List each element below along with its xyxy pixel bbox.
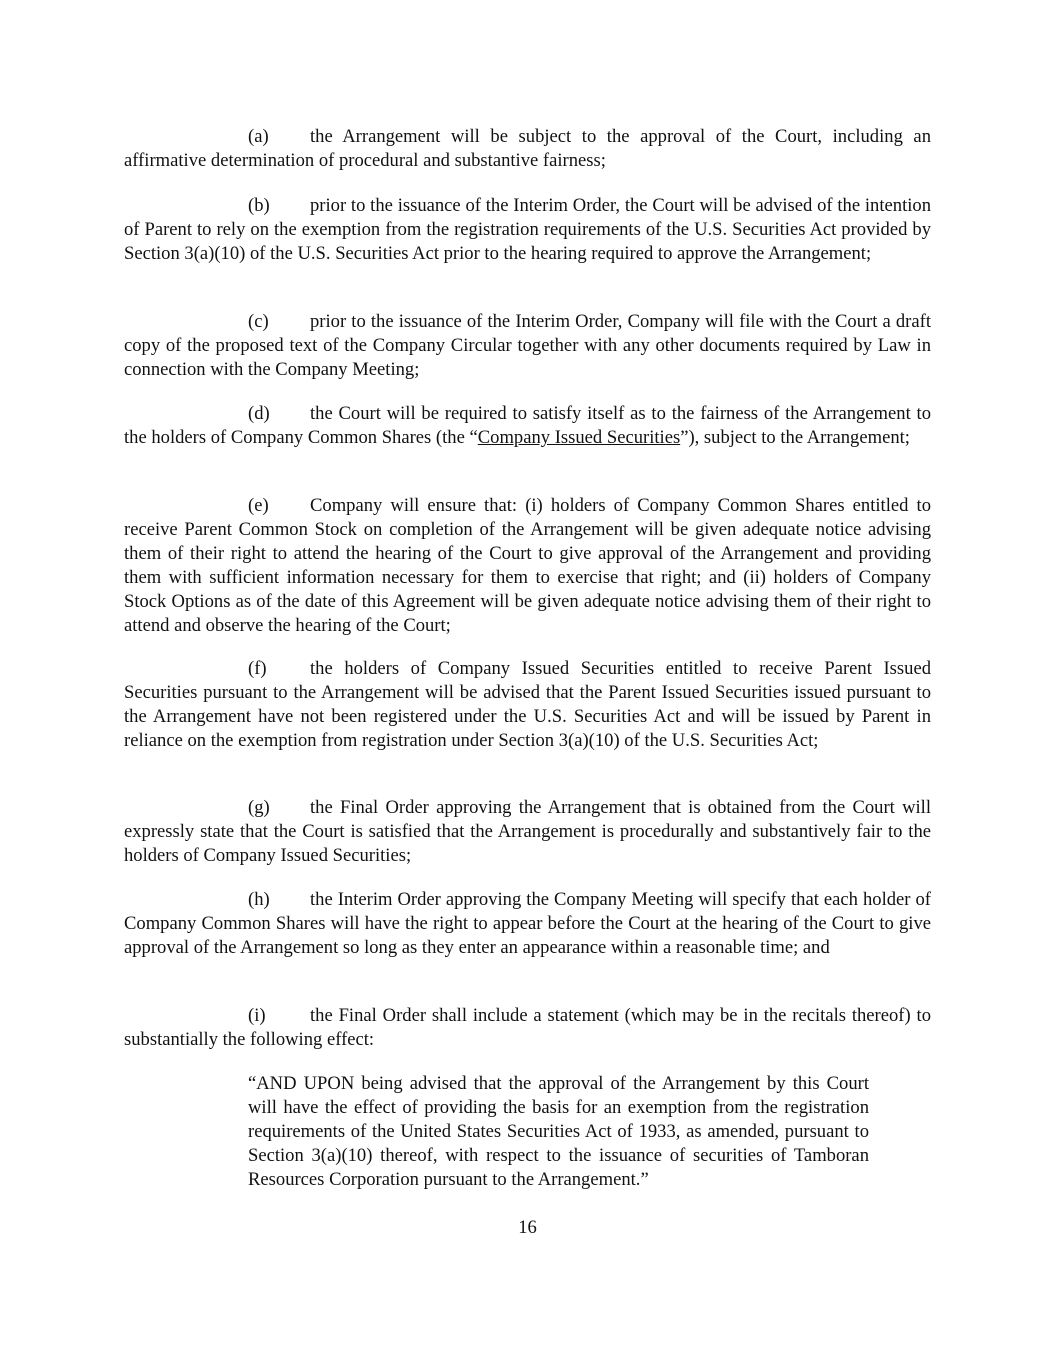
clause-text: the Interim Order approving the Company Meeting will specify that each holder of Company Common Shares will have the right to appear before the Court at the hearing of the Court to give approval of the Arrangement so long as they enter an appearance within a reasonable time; and <box>124 889 931 958</box>
page-number: 16 <box>518 1217 537 1238</box>
clause-text: ”), subject to the Arrangement; <box>680 427 910 448</box>
defined-term: Company Issued Securities <box>477 427 681 448</box>
clause-text: the Court will be required to satisfy itself as to the fairness of the Arrangement to the holders of Company Common Shares (the “ <box>124 403 931 448</box>
quoted-statement: “AND UPON being advised that the approval of the Arrangement by this Court will have the effect of providing the basis for an exemption from the registration requirements of the United States Securities Act of 1933, as amended, pursuant to Section 3(a)(10) thereof, with respect to the issuance of securities of Tamboran Resources Corporation pursuant to the Arrangement.” <box>248 1073 869 1190</box>
clause-i <box>124 1004 931 1052</box>
clause-label: (h) <box>248 889 270 910</box>
clause-text: the Arrangement will be subject to the approval of the Court, including an affirmative determination of procedural and substantive fairness; <box>124 126 931 171</box>
clause-g <box>124 796 931 868</box>
clause-a <box>124 125 931 173</box>
clause-label: (g) <box>248 797 270 818</box>
clause-text: the Final Order shall include a statement (which may be in the recitals thereof) to substantially the following effect: <box>124 1005 931 1050</box>
clause-h <box>124 888 931 960</box>
clause-text: prior to the issuance of the Interim Order, the Court will be advised of the intention of Parent to rely on the exemption from the registration requirements of the U.S. Securities Act provided by Section 3(a)(10) of the U.S. Securities Act prior to the hearing required to approve the Arrangement; <box>124 195 931 264</box>
clause-f <box>124 657 931 753</box>
clause-b <box>124 194 931 266</box>
clause-text: the holders of Company Issued Securities entitled to receive Parent Issued Securities pursuant to the Arrangement will be advised that the Parent Issued Securities issued pursuant to the Arrangement have not been registered under the U.S. Securities Act and will be issued by Parent in reliance on the exemption from registration under Section 3(a)(10) of the U.S. Securities Act; <box>124 658 931 751</box>
clause-label: (b) <box>248 195 270 216</box>
clause-label: (e) <box>248 495 269 516</box>
clause-label: (i) <box>248 1005 266 1026</box>
clause-text: Company will ensure that: (i) holders of Company Common Shares entitled to receive Parent Common Stock on completion of the Arrangement will be given adequate notice advising them of their right to attend the hearing of the Court to give approval of the Arrangement and providing them with sufficient information necessary for them to exercise that right; and (ii) holders of Company Stock Options as of the date of this Agreement will be given adequate notice advising them of their right to attend and observe the hearing of the Court; <box>124 495 931 636</box>
clause-c <box>124 310 931 382</box>
clause-label: (d) <box>248 403 270 424</box>
clause-label: (c) <box>248 311 269 332</box>
clause-text: prior to the issuance of the Interim Order, Company will file with the Court a draft copy of the proposed text of the Company Circular together with any other documents required by Law in connection with the Company Meeting; <box>124 311 931 380</box>
clause-text: the Final Order approving the Arrangement that is obtained from the Court will expressly state that the Court is satisfied that the Arrangement is procedurally and substantively fair to the holders of Company Issued Securities; <box>124 797 931 866</box>
clause-d <box>124 402 931 450</box>
clause-e <box>124 494 931 638</box>
clause-label: (a) <box>248 126 269 147</box>
clause-label: (f) <box>248 658 267 679</box>
